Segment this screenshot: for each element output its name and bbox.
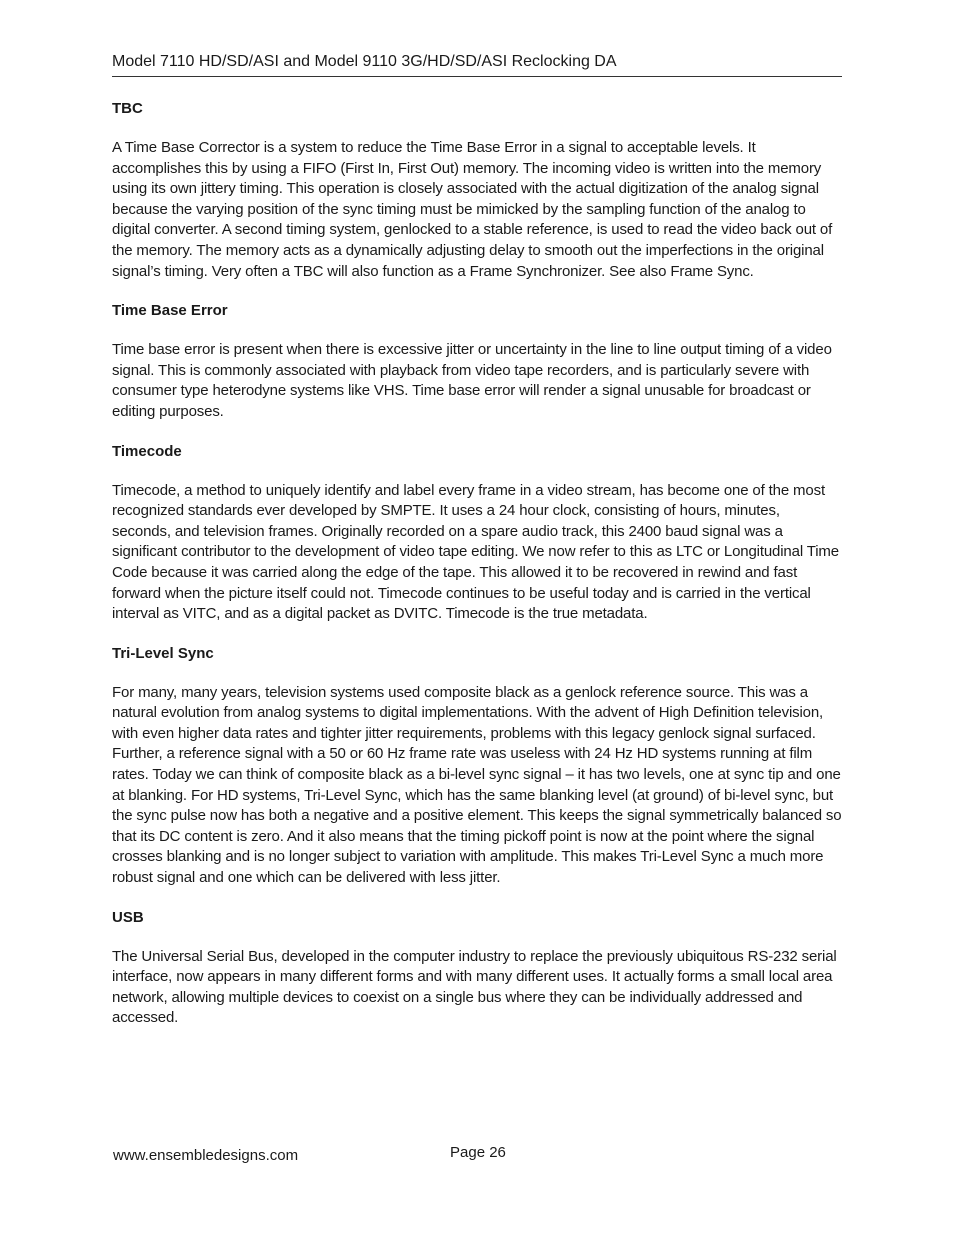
footer-website-url: www.ensembledesigns.com <box>113 1147 299 1164</box>
glossary-content <box>112 99 842 1048</box>
section-body-tri-level-sync: For many, many years, television systems used composite black as a genlock reference source. This was a natural evolution from analog systems to digital implementations. With the advent of High Definition television, with even higher data rates and tighter jitter requirements, problems with this legacy genlock signal surfaced. Further, a reference signal with a 50 or 60 Hz frame rate was useless with 24 Hz HD systems running at film rates. Today we can think of composite black as a bi-level sync signal – it has two levels, one at sync tip and one at blanking. For HD systems, Tri-Level Sync, which has the same blanking level (at ground) of bi-level sync, but the sync pulse now has both a negative and a positive element. This keeps the signal symmetrically balanced so that its DC content is zero. And it also means that the timing pickoff point is now at the point where the signal crosses blanking and is no longer subject to variation with amplitude. This makes Tri-Level Sync a much more robust signal and one which can be delivered with less jitter. <box>112 683 842 887</box>
header-title: Model 7110 HD/SD/ASI and Model 9110 3G/HD/SD/ASI Reclocking DA <box>112 53 617 70</box>
section-body-timecode: Timecode, a method to uniquely identify and label every frame in a video stream, has become one of the most recognized standards ever developed by SMPTE. It uses a 24 hour clock, consisting of hours, minutes, seconds, and television frames. Originally recorded on a spare audio track, this 2400 baud signal was a significant contributor to the development of video tape editing. We now refer to this as LTC or Longitudinal Time Code because it was carried along the edge of the tape. This allowed it to be recovered in rewind and fast forward when the picture itself could not. Timecode continues to be useful today and is carried in the vertical interval as VITC, and as a digital packet as DVITC. Timecode is the true metadata. <box>112 481 839 623</box>
section-heading-usb: USB <box>112 908 144 926</box>
section-tbc <box>112 99 842 282</box>
section-usb <box>112 908 842 1029</box>
section-tri-level-sync <box>112 644 842 889</box>
section-time-base-error <box>112 301 842 422</box>
section-heading-time-base-error: Time Base Error <box>112 302 228 320</box>
section-heading-tbc: TBC <box>112 100 143 117</box>
footer-page-number: Page 26 <box>450 1144 506 1161</box>
section-body-tbc: A Time Base Corrector is a system to reduce the Time Base Error in a signal to acceptable levels. It accomplishes this by using a FIFO (First In, First Out) memory. The incoming video is written into the memory using its own jittery timing. This operation is closely associated with the actual digitization of the analog signal because the varying position of the sync timing must be mimicked by the sampling function of the analog to digital converter. A second timing system, genlocked to a stable reference, is used to read the video back out of the memory. The memory acts as a dynamically adjusting delay to smooth out the imperfections in the original signal’s timing. Very often a TBC will also function as a Frame Synchronizer. See also Frame Sync. <box>112 139 833 280</box>
section-timecode <box>112 442 842 625</box>
section-body-time-base-error: Time base error is present when there is excessive jitter or uncertainty in the line to line output timing of a video signal. This is commonly associated with playback from video tape recorders, and is particularly severe with consumer type heterodyne systems like VHS. Time base error will render a signal unusable for broadcast or editing purposes. <box>112 341 832 420</box>
section-heading-timecode: Timecode <box>112 442 182 460</box>
section-heading-tri-level-sync: Tri-Level Sync <box>112 644 214 662</box>
section-body-usb: The Universal Serial Bus, developed in the computer industry to replace the previously ubiquitous RS-232 serial interface, now appears in many different forms and with many different uses. It actually forms a small local area network, allowing multiple devices to coexist on a single bus where they can be individually addressed and accessed. <box>112 947 837 1027</box>
page-header <box>112 52 842 77</box>
